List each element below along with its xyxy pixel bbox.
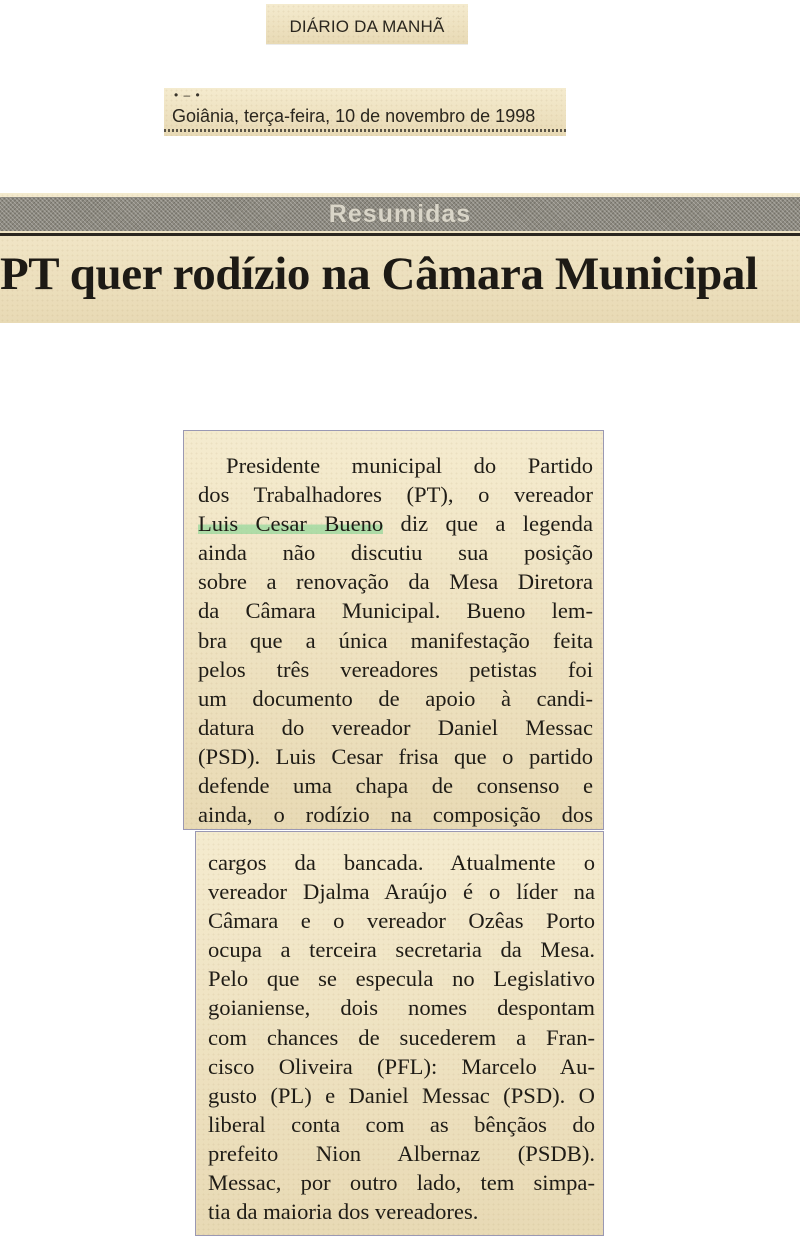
newspaper-name: DIÁRIO DA MANHÃ xyxy=(289,17,445,36)
article-line: (PSD). Luis Cesar frisa que o partido xyxy=(198,743,593,769)
dateline: Goiânia, terça-feira, 10 de novembro de 1998 xyxy=(172,106,536,126)
article-line: cargos da bancada. Atualmente o xyxy=(208,850,595,875)
article-headline: PT quer rodízio na Câmara Municipal xyxy=(0,248,758,300)
article-line: Presidente municipal do Partido xyxy=(226,453,593,478)
article-line: bra que a única manifestação feita xyxy=(198,627,593,653)
article-line: um documento de apoio à candi- xyxy=(198,685,593,711)
article-line: dos Trabalhadores (PT), o vereador xyxy=(198,482,593,508)
article-line: ainda, o rodízio na composição dos xyxy=(198,802,593,828)
article-line: pelos três vereadores petistas foi xyxy=(198,656,593,682)
article-line: Messac, por outro lado, tem simpa- xyxy=(208,1170,595,1196)
article-line: ainda não discutiu sua posição xyxy=(198,540,593,566)
article-line: liberal conta com as bênçãos do xyxy=(208,1111,595,1137)
article-line xyxy=(198,509,593,538)
article-line: defende uma chapa de consenso e xyxy=(198,773,593,799)
article-line: gusto (PL) e Daniel Messac (PSD). O xyxy=(208,1082,595,1108)
article-line: ocupa a terceira secretaria da Mesa. xyxy=(208,937,595,963)
dateline-rule xyxy=(164,129,566,132)
article-line: prefeito Nion Albernaz (PSDB). xyxy=(208,1140,595,1166)
article-line: sobre a renovação da Mesa Diretora xyxy=(198,569,593,595)
article-line: cisco Oliveira (PFL): Marcelo Au- xyxy=(208,1053,595,1079)
headline-rule xyxy=(0,233,800,236)
newspaper-name-clipping xyxy=(266,4,468,44)
headline-clipping xyxy=(0,193,800,323)
article-line: vereador Djalma Araújo é o líder na xyxy=(208,879,595,905)
article-column-bottom xyxy=(195,831,604,1236)
article-line: da Câmara Municipal. Bueno lem- xyxy=(198,598,593,624)
article-line: datura do vereador Daniel Messac xyxy=(198,714,593,740)
article-line-fragment: diz que a legenda xyxy=(383,511,593,537)
article-line: com chances de sucederem a Fran- xyxy=(208,1024,595,1050)
section-band xyxy=(0,197,800,231)
dateline-clipping xyxy=(164,88,566,136)
article-line: Pelo que se especula no Legislativo xyxy=(208,966,595,992)
article-line: tia da maioria dos vereadores. xyxy=(208,1199,479,1225)
highlighted-name: Luis Cesar Bueno xyxy=(198,511,384,537)
section-label: Resumidas xyxy=(328,200,472,228)
article-line: goianiense, dois nomes despontam xyxy=(208,995,595,1021)
print-speck-decoration: • ‒ • xyxy=(174,88,201,102)
article-column-top xyxy=(183,430,604,830)
article-line: Câmara e o vereador Ozêas Porto xyxy=(208,908,595,934)
